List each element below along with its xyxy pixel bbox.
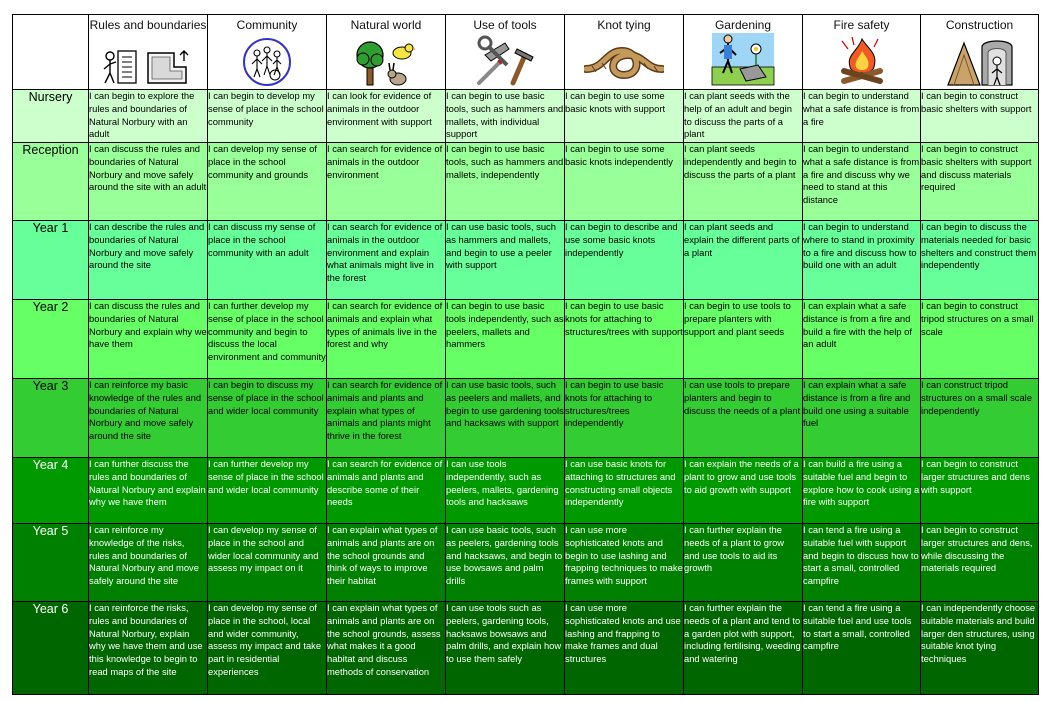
table-cell: I can begin to explore the rules and boundaries of Natural Norbury with an adult [89, 90, 208, 143]
table-cell: I can further develop my sense of place in the school and wider local community [208, 458, 327, 524]
table-row [13, 143, 1039, 221]
corner-cell [13, 15, 89, 90]
table-row [13, 300, 1039, 379]
table-cell: I can search for evidence of animals in the outdoor environment and explain what animals might live in the forest [327, 221, 446, 300]
row-label: Nursery [13, 90, 89, 143]
table-cell: I can further explain the needs of a plant and tend to a garden plot with support, including fertilising, weeding and watering [684, 602, 803, 695]
column-label: Community [236, 18, 298, 32]
table-cell: I can develop my sense of place in the school, local and wider community, assess my impact and take part in residential experiences [208, 602, 327, 695]
column-header-knots [565, 15, 684, 90]
table-cell: I can begin to understand what a safe distance is from a fire [803, 90, 921, 143]
table-cell: I can further develop my sense of place in the school community and begin to discuss the local environment and community [208, 300, 327, 379]
column-label: Gardening [714, 18, 772, 32]
table-cell: I can construct tripod structures on a small scale independently [921, 379, 1039, 458]
row-label: Year 3 [13, 379, 89, 458]
table-cell: I can use tools to prepare planters and begin to discuss the needs of a plant [684, 379, 803, 458]
table-cell: I can use tools independently, such as peelers, mallets, gardening tools and hacksaws [446, 458, 565, 524]
column-label: Fire safety [833, 18, 890, 32]
table-cell: I can begin to understand where to stand in proximity to a fire and discuss how to build one with an adult [803, 221, 921, 300]
table-cell: I can plant seeds and explain the different parts of a plant [684, 221, 803, 300]
row-label: Year 6 [13, 602, 89, 695]
table-row [13, 90, 1039, 143]
table-row [13, 602, 1039, 695]
table-cell: I can reinforce my knowledge of the risks, rules and boundaries of Natural Norbury and move safely around the site [89, 524, 208, 602]
table-cell: I can plant seeds with the help of an adult and begin to discuss the parts of a plant [684, 90, 803, 143]
table-cell: I can use more sophisticated knots and use lashing and frapping to make frames and dual structures [565, 602, 684, 695]
column-header-rules [89, 15, 208, 90]
table-cell: I can build a fire using a suitable fuel and begin to explore how to cook using a fire with support [803, 458, 921, 524]
table-cell: I can reinforce my basic knowledge of the rules and boundaries of Natural Norbury and move safely around the site [89, 379, 208, 458]
column-label: Rules and boundaries [89, 18, 207, 32]
table-cell: I can describe the rules and boundaries of Natural Norbury and move safely around the site [89, 221, 208, 300]
table-cell: I can begin to construct larger structures and dens with support [921, 458, 1039, 524]
column-header-fire [803, 15, 921, 90]
table-row [13, 379, 1039, 458]
table-cell: I can begin to use basic tools independently, such as peelers, mallets and hammers [446, 300, 565, 379]
row-label: Year 2 [13, 300, 89, 379]
column-header-natural-world [327, 15, 446, 90]
table-cell: I can develop my sense of place in the school and wider local community and assess my impact on it [208, 524, 327, 602]
table-cell: I can begin to use tools to prepare planters with support and plant seeds [684, 300, 803, 379]
table-cell: I can begin to use some basic knots with support [565, 90, 684, 143]
table-row [13, 458, 1039, 524]
column-label: Knot tying [597, 18, 651, 32]
row-label: Year 1 [13, 221, 89, 300]
rules-document-icon [100, 47, 196, 87]
table-cell: I can begin to use basic tools, such as hammers and mallets, with individual support [446, 90, 565, 143]
table-cell: I can tend a fire using a suitable fuel with support and begin to discuss how to start a small, controlled campfire [803, 524, 921, 602]
table-cell: I can use basic tools, such as peelers and mallets, and begin to use gardening tools and hacksaws with support [446, 379, 565, 458]
table-cell: I can begin to use basic knots for attaching to structures/trees independently [565, 379, 684, 458]
table-cell: I can begin to construct larger structures and dens, while discussing the materials required [921, 524, 1039, 602]
table-cell: I can begin to use basic tools, such as hammers and mallets, independently [446, 143, 565, 221]
table-cell: I can use more sophisticated knots and begin to use lashing and frapping techniques to make frames with support [565, 524, 684, 602]
table-cell: I can begin to construct basic shelters with support [921, 90, 1039, 143]
table-cell: I can begin to construct tripod structures on a small scale [921, 300, 1039, 379]
table-cell: I can explain what a safe distance is from a fire and build one using a suitable fuel [803, 379, 921, 458]
table-cell: I can look for evidence of animals in the outdoor environment with support [327, 90, 446, 143]
table-row [13, 221, 1039, 300]
table-cell: I can use basic knots for attaching to structures and constructing small objects independently [565, 458, 684, 524]
table-cell: I can begin to construct basic shelters with support and discuss materials required [921, 143, 1039, 221]
table-cell: I can search for evidence of animals and plants and describe some of their needs [327, 458, 446, 524]
table-cell: I can further discuss the rules and boundaries of Natural Norbury and explain why we have them [89, 458, 208, 524]
row-label: Year 4 [13, 458, 89, 524]
table-cell: I can discuss the rules and boundaries of Natural Norbury and move safely around the site with an adult [89, 143, 208, 221]
hammer-spanner-icon [473, 35, 537, 87]
table-cell: I can search for evidence of animals and explain what types of animals live in the forest and why [327, 300, 446, 379]
knot-rope-icon [584, 41, 664, 87]
table-cell: I can use basic tools, such as peelers, gardening tools and hacksaws, and begin to use bowsaws and palm drills [446, 524, 565, 602]
table-cell: I can discuss the rules and boundaries of Natural Norbury and explain why we have them [89, 300, 208, 379]
table-cell: I can search for evidence of animals and plants and explain what types of animals and plants might thrive in the forest [327, 379, 446, 458]
table-cell: I can search for evidence of animals in the outdoor environment [327, 143, 446, 221]
table-cell: I can explain the needs of a plant to grow and use tools to aid growth with support [684, 458, 803, 524]
curriculum-table [12, 14, 1039, 695]
table-cell: I can explain what types of animals and plants are on the school grounds, assess what makes it a good habitat and discuss methods of conservation [327, 602, 446, 695]
column-header-construction [921, 15, 1039, 90]
table-cell: I can begin to understand what a safe distance is from a fire and discuss why we need to stand at this distance [803, 143, 921, 221]
row-label: Year 5 [13, 524, 89, 602]
table-cell: I can begin to discuss my sense of place in the school and wider local community [208, 379, 327, 458]
table-cell: I can use tools such as peelers, gardening tools, hacksaws bowsaws and palm drills, and explain how to use them safely [446, 602, 565, 695]
table-cell: I can use basic tools, such as hammers and mallets, and begin to use a peeler with support [446, 221, 565, 300]
tree-animals-icon [354, 39, 418, 87]
gardening-planter-icon [710, 31, 776, 87]
table-cell: I can independently choose suitable materials and build larger den structures, using suitable knot tying techniques [921, 602, 1039, 695]
table-cell: I can discuss my sense of place in the school community with an adult [208, 221, 327, 300]
table-cell: I can begin to develop my sense of place in the school community [208, 90, 327, 143]
column-label: Use of tools [473, 18, 537, 32]
table-cell: I can explain what types of animals and plants are on the school grounds and think of ways to improve their habitat [327, 524, 446, 602]
table-cell: I can further explain the needs of a plant to grow and use tools to aid its growth [684, 524, 803, 602]
table-cell: I can begin to use some basic knots independently [565, 143, 684, 221]
campfire-icon [838, 35, 886, 87]
shelter-construction-icon [944, 37, 1016, 87]
table-cell: I can reinforce the risks, rules and boundaries of Natural Norbury, explain why we have them and use this knowledge to begin to read maps of the site [89, 602, 208, 695]
table-cell: I can begin to discuss the materials needed for basic shelters and construct them independently [921, 221, 1039, 300]
column-header-tools [446, 15, 565, 90]
table-row [13, 524, 1039, 602]
table-cell: I can tend a fire using a suitable fuel and use tools to start a small, controlled campfire [803, 602, 921, 695]
row-label: Reception [13, 143, 89, 221]
table-cell: I can begin to use basic knots for attaching to structures/trees with support [565, 300, 684, 379]
table-cell: I can explain what a safe distance is from a fire and build a fire with the help of an adult [803, 300, 921, 379]
column-label: Natural world [350, 18, 422, 32]
table-cell: I can begin to describe and use some basic knots independently [565, 221, 684, 300]
table-cell: I can plant seeds independently and begin to discuss the parts of a plant [684, 143, 803, 221]
column-header-community [208, 15, 327, 90]
table-cell: I can develop my sense of place in the school community and grounds [208, 143, 327, 221]
column-header-gardening [684, 15, 803, 90]
community-people-icon [242, 37, 292, 87]
column-label: Construction [945, 18, 1014, 32]
